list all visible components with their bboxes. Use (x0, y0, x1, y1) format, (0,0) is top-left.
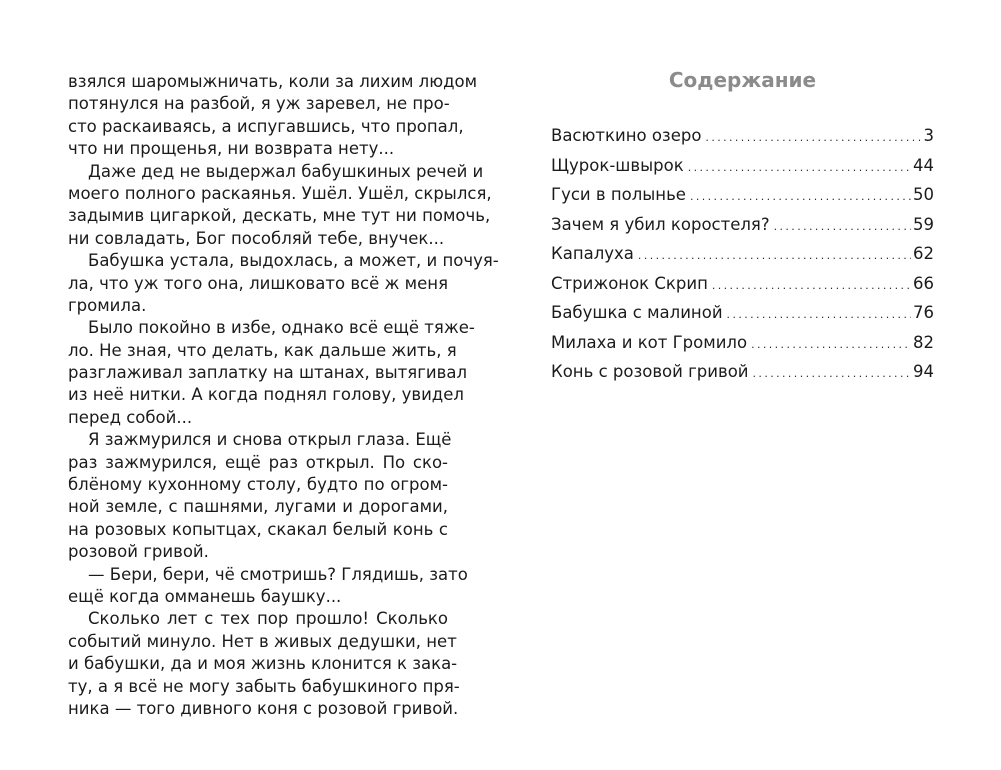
toc-page-number: 50 (913, 185, 934, 204)
toc-dot-leader (688, 162, 911, 173)
toc-dot-leader (727, 309, 911, 320)
story-line: разглаживал заплатку на штанах, вытягивал (68, 363, 467, 383)
toc-entry (551, 151, 934, 181)
story-line: — Бери, бери, чё смотришь? Глядишь, зато (88, 564, 468, 584)
toc-dot-leader (638, 250, 911, 261)
story-line: ло. Не зная, что делать, как дальше жить, я (68, 340, 457, 360)
story-line: перед собой... (68, 407, 193, 427)
toc-entry-title: Бабушка с малиной (551, 303, 723, 322)
story-line: моего полного раскаянья. Ушёл. Ушёл, скрылся, (68, 183, 492, 203)
story-text (68, 71, 499, 720)
story-line: Сколько лет с тех пор прошло! Сколько (88, 609, 448, 629)
toc-entry (551, 180, 934, 210)
toc-entry-title: Милаха и кот Громило (551, 332, 748, 352)
story-line: сто раскаиваясь, а испугавшись, что пропал, (68, 116, 464, 136)
toc-page-number: 82 (913, 332, 934, 352)
toc-entry (551, 210, 934, 240)
story-line: ла, что уж того она, лишковато всё ж меня (68, 273, 448, 293)
table-of-contents-title: Содержание (668, 68, 817, 92)
toc-dot-leader (751, 339, 911, 350)
toc-entry-title: Щурок-швырок (551, 155, 684, 175)
story-line: ни совладать, Бог пособляй тебе, внучек... (68, 228, 445, 248)
toc-entry (551, 239, 934, 269)
toc-entry-title: Зачем я убил коростеля? (551, 214, 770, 234)
story-line: Даже дед не выдержал бабушкиных речей и (88, 161, 484, 181)
toc-entry (551, 269, 934, 299)
story-line: взялся шаромыжничать, коли за лихим людом (68, 72, 478, 91)
toc-entry (551, 121, 934, 151)
toc-page-number: 3 (923, 126, 934, 145)
toc-entry-title: Капалуха (551, 244, 634, 263)
story-line: розовой гривой. (68, 542, 209, 562)
toc-entry-title: Васюткино озеро (551, 126, 702, 145)
toc-dot-leader (690, 191, 911, 202)
story-line: Я зажмурился и снова открыл глаза. Ещё (88, 430, 452, 450)
toc-entry-title: Конь с розовой гривой (551, 362, 749, 381)
toc-page-number: 44 (913, 155, 934, 175)
story-line: ной земле, с пашнями, лугами и дорогами, (68, 497, 448, 517)
right-page (500, 0, 1001, 770)
toc-entry-title: Гуси в полынье (551, 185, 686, 204)
story-line: Бабушка устала, выдохлась, а может, и почуя- (88, 251, 499, 271)
toc-dot-leader (712, 280, 911, 291)
story-line: раз зажмурился, ещё раз открыл. По ско- (68, 452, 448, 472)
toc-entry (551, 357, 934, 387)
story-line: событий минуло. Нет в живых дедушки, нет (68, 631, 457, 651)
toc-dot-leader (774, 221, 911, 232)
toc-page-number: 66 (913, 273, 934, 293)
toc-page-number: 94 (913, 362, 934, 381)
story-line: ника — того дивного коня с розовой гривой. (68, 698, 459, 718)
story-line: что ни прощенья, ни возврата нету... (68, 139, 395, 159)
story-line: и бабушки, да и моя жизнь клонится к зака- (68, 654, 458, 674)
toc-entry (551, 298, 934, 328)
toc-dot-leader (705, 132, 921, 143)
story-line: ту, а я всё не могу забыть бабушкиного пря- (68, 676, 460, 696)
story-line: потянулся на разбой, я уж заревел, не про- (68, 94, 450, 114)
left-page (0, 0, 500, 770)
story-line: задымив цигаркой, дескать, мне тут ни помочь, (68, 206, 491, 226)
story-line: громила. (68, 295, 147, 315)
toc-entry-title: Стрижонок Скрип (551, 273, 708, 293)
story-line: блёному кухонному столу, будто по огром- (68, 475, 448, 495)
toc-dot-leader (753, 368, 911, 379)
toc-entry (551, 328, 934, 358)
story-line: Было покойно в избе, однако всё ещё тяже- (88, 318, 475, 338)
table-of-contents (551, 121, 934, 387)
story-line: на розовых копытцах, скакал белый конь с (68, 519, 448, 539)
toc-page-number: 76 (913, 303, 934, 322)
toc-page-number: 62 (913, 244, 934, 263)
story-line: из неё нитки. А когда поднял голову, увидел (68, 385, 464, 405)
toc-page-number: 59 (913, 214, 934, 234)
story-line: ещё когда омманешь баушку... (68, 586, 342, 606)
